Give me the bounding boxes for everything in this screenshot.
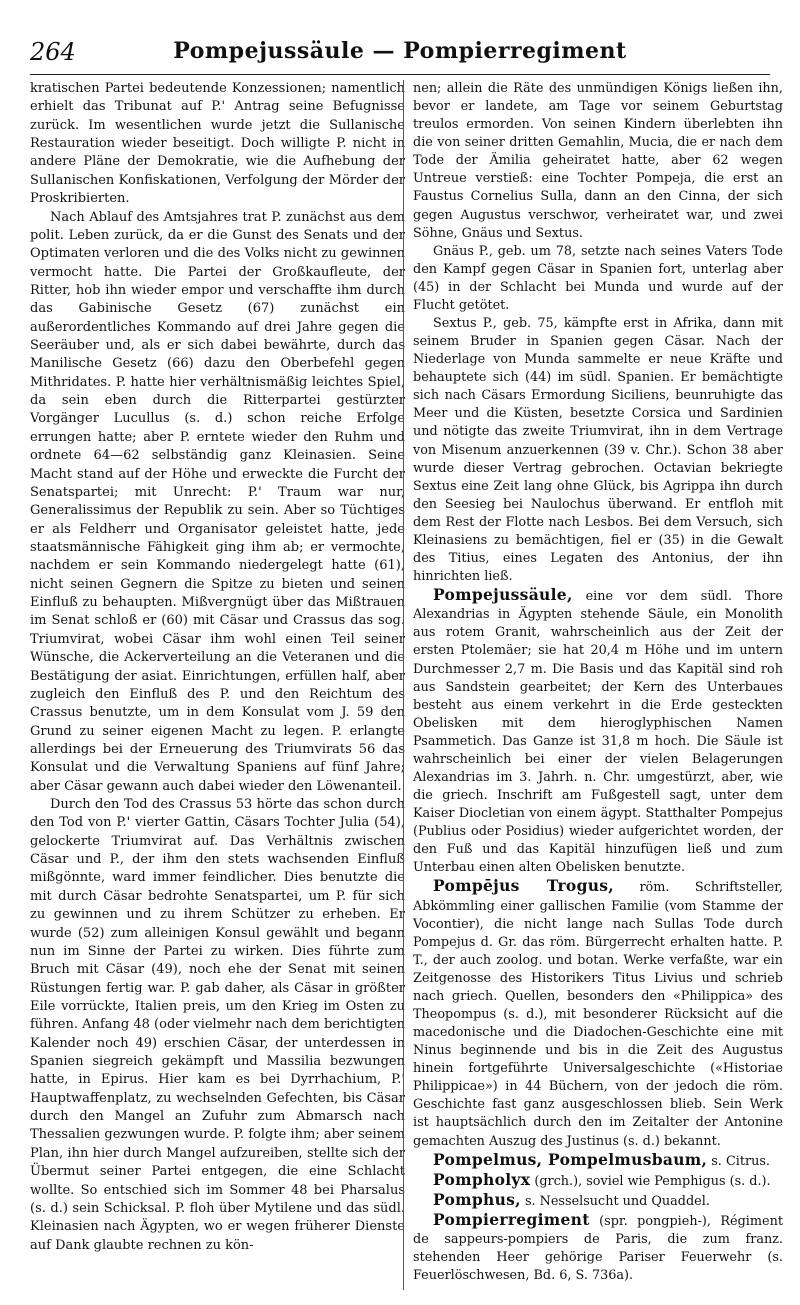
header-rule (30, 74, 770, 75)
entry-headword: Pompējus Trogus, (433, 876, 614, 896)
entry-headword: Pompelmus, Pompelmusbaum, (433, 1149, 708, 1169)
entry-headword: Pomphus, (433, 1189, 521, 1209)
dictionary-entry (413, 1171, 783, 1191)
paragraph: Sextus P., geb. 75, kämpfte erst in Afrika, dann mit seinem Bruder in Spanien gegen Cäsar. Nach der Niederlage von Munda sammelte er neue Kräfte und behauptete sich (44) im südl. Spanien. Er bemächtigte sich nach Cäsars Ermordung Siciliens, beunruhigte das Meer und die Küsten, besetzte Corsica und Sardinien und nötigte das zweite Triumvirat, ihn in dem Vertrage von Misenum anzuerkennen (39 v. Chr.). Schon 38 aber wurde dieser Vertrag gebrochen. Octavian bekriegte Sextus eine Zeit lang ohne Glück, bis Agrippa ihn durch den Seesieg bei Naulochus überwand. Er entfloh mit dem Rest der Flotte nach Lesbos. Bei dem Versuch, sich Kleinasiens zu bemächtigen, fiel er (35) in die Gewalt des Titius, eines Legaten des Antonius, der ihn hinrichten ließ. (413, 316, 783, 585)
dictionary-entry (413, 586, 783, 877)
dictionary-entry (413, 1211, 783, 1285)
paragraph: Nach Ablauf des Amtsjahres trat P. zunächst aus dem polit. Leben zurück, da er die Gunst des Senats und der Optimaten verloren und die des Volks nicht zu gewinnen vermocht hatte. Die Partei der Großkaufleute, der Ritter, hob ihn wieder empor und verschaffte ihm durch das Gabinische Gesetz (67) zunächst ein außerordentliches Kommando auf drei Jahre gegen die Seeräuber und, als er sich dabei bewährte, durch das Manilische Gesetz (66) dazu den Oberbefehl gegen Mithridates. P. hatte hier verhältnismäßig leichtes Spiel, da sein eben durch die Ritterpartei gestürzter Vorgänger Lucullus (s. d.) schon reiche Erfolge errungen hatte; aber P. erntete wieder den Ruhm und ordnete 64—62 selbständig ganz Kleinasien. Seine Macht stand auf der Höhe und erweckte die Furcht der Senatspartei; mit Unrecht: P.' Traum war nur, Generalissimus der Republik zu sein. Aber so Tüchtiges er als Feldherr und Organisator geleistet hatte, jede staatsmännische Fähigkeit ging ihm ab; er vermochte, nachdem er sein Kommando niedergelegt hatte (61), nicht seinen Gegnern die Spitze zu bieten und seinen Einfluß zu behaupten. Mißvergnügt über das Mißtrauen im Senat schloß er (60) mit Cäsar und Crassus das sog. Triumvirat, wobei Cäsar ihm wohl einen Teil seiner Wünsche, die Ackerverteilung an die Veteranen und die Bestätigung der asiat. Einrichtungen, erfüllen half, aber zugleich den Einfluß des P. und den Reichtum des Crassus benutzte, um in dem Konsulat vom J. 59 den Grund zu seiner eigenen Macht zu legen. P. erlangte allerdings bei der Erneuerung des Triumvirats 56 das Konsulat und die Verwaltung Spaniens auf fünf Jahre; aber Cäsar gewann auch dabei wieder den Löwenanteil. (30, 209, 405, 794)
dictionary-entry (413, 1151, 783, 1171)
entry-body: (spr. pongpieh-), Régiment de sappeurs-pompiers de Paris, die zum franz. stehenden Heer gehörige Pariser Feuerwehr (s. Feuerlöschwesen, Bd. 6, S. 736a). (413, 1213, 783, 1284)
paragraph: Durch den Tod des Crassus 53 hörte das schon durch den Tod von P.' vierter Gattin, Cäsars Tochter Julia (54), gelockerte Triumvirat auf. Das Verhältnis zwischen Cäsar und P., der ihm den stets wachsenden Einfluß mißgönnte, ward immer feindlicher. Dies benutzte die mit durch Cäsar bedrohte Senatspartei, um P. für sich zu gewinnen und zu ihrem Schützer zu erheben. Er wurde (52) zum alleinigen Konsul gewählt und begann nun im Sinne der Partei zu wirken. Dies führte zum Bruch mit Cäsar (49), noch ehe der Senat mit seinen Rüstungen fertig war. P. gab daher, als Cäsar in größter Eile vorrückte, Italien preis, um den Krieg im Osten zu führen. Anfang 48 (oder vielmehr nach dem berichtigten Kalender noch 49) erschien Cäsar, der unterdessen in Spanien siegreich gekämpft und Massilia bezwungen hatte, in Epirus. Hier kam es bei Dyrrhachium, P.' Hauptwaffenplatz, zu wechselnden Gefechten, bis Cäsar durch den Mangel an Zufuhr zum Abmarsch nach Thessalien gezwungen wurde. P. folgte ihm; aber seinem Plan, ihn hier durch Mangel aufzureiben, stellte sich der Übermut seiner Partei entgegen, die eine Schlacht wollte. So entschied sich im Sommer 48 bei Pharsalus (s. d.) sein Schicksal. P. floh über Mytilene und das südl. Kleinasien nach Ägypten, wo er wegen früherer Dienste auf Dank glaubte rechnen zu kön- (30, 797, 405, 1253)
paragraph: Gnäus P., geb. um 78, setzte nach seines Vaters Tode den Kampf gegen Cäsar in Spanien fort, unterlag aber (45) in der Schlacht bei Munda und wurde auf der Flucht getötet. (413, 243, 783, 313)
entry-headword: Pompejussäule, (433, 585, 573, 605)
entry-body: s. Citrus. (707, 1153, 770, 1169)
page-number: 264 (30, 38, 76, 66)
entry-body: s. Nesselsucht und Quaddel. (520, 1193, 710, 1209)
page-header (30, 38, 770, 74)
running-title: Pompejussäule — Pompierregiment (173, 38, 627, 64)
left-column (30, 80, 405, 1255)
entry-body: röm. Schriftsteller, Abkömmling einer gallischen Familie (vom Stamme der Vocontier), die nicht lange nach Sullas Tode durch Pompejus d. Gr. das röm. Bürgerrecht erhalten hatte. P. T., der auch zoolog. und botan. Werke verfaßte, war ein Zeitgenosse des Historikers Titus Livius und schrieb nach griech. Quellen, besonders den «Philippica» des Theopompus (s. d.), mit besonderer Rücksicht auf die macedonische und die Diadochen-Geschichte eine mit Ninus beginnende und bis in die Zeit des Augustus hinein fortgeführte Universalgeschichte («Historiae Philippicae») in 44 Büchern, von der jedoch die röm. Geschichte fast ganz ausgeschlossen blieb. Sein Werk ist hauptsächlich durch den im Zeitalter der Antonine gemachten Auszug des Justinus (s. d.) bekannt. (413, 880, 783, 1149)
dictionary-entry (413, 877, 783, 1150)
right-column (413, 80, 783, 1285)
entry-headword: Pompierregiment (433, 1209, 590, 1229)
dictionary-entry (413, 1191, 783, 1211)
paragraph: kratischen Partei bedeutende Konzessionen; namentlich erhielt das Tribunat auf P.' Antrag seine Befugnisse zurück. Im wesentlichen wurde jetzt die Sullanische Restauration wieder beseitigt. Doch willigte P. nicht in andere Pläne der Demokratie, wie die Aufhebung der Sullanischen Konfiskationen, Verfolgung der Mörder der Proskribierten. (30, 81, 405, 207)
entry-headword: Pompholyx (433, 1169, 531, 1189)
column-divider (403, 80, 404, 1290)
paragraph: nen; allein die Räte des unmündigen Königs ließen ihn, bevor er landete, am Tage vor seinem Geburtstag treulos ermorden. Von seinen Kindern überlebten ihn die von seiner dritten Gemahlin, Mucia, die er nach dem Tode der Ämilia geheiratet hatte, aber 62 wegen Untreue verstieß: eine Tochter Pompeja, die erst an Faustus Cornelius Sulla, dann an den Cinna, der sich gegen Augustus verschwor, verheiratet war, und zwei Söhne, Gnäus und Sextus. (413, 81, 783, 241)
entry-body: (grch.), soviel wie Pemphigus (s. d.). (530, 1173, 771, 1189)
entry-body: eine vor dem südl. Thore Alexandrias in Ägypten stehende Säule, ein Monolith aus rotem Granit, wahrscheinlich aus der Zeit der ersten Ptolemäer; sie hat 20,4 m Höhe und im untern Durchmesser 2,7 m. Die Basis und das Kapitäl sind roh aus Sandstein gearbeitet; der Kern des Unterbaues besteht aus einem verkehrt in die Erde gesteckten Obelisken mit dem hieroglyphischen Namen Psammetich. Das Ganze ist 31,8 m hoch. Die Säule ist wahrscheinlich bei einer der vielen Belagerungen Alexandrias im 3. Jahrh. n. Chr. umgestürzt, aber, wie die griech. Inschrift am Fußgestell sagt, unter dem Kaiser Diocletian von einem ägypt. Statthalter Pompejus (Publius oder Posidius) wieder aufgerichtet worden, der den Fuß und das Kapitäl hinzufügen ließ und zum Unterbau einen alten Obelisken benutzte. (413, 589, 783, 876)
